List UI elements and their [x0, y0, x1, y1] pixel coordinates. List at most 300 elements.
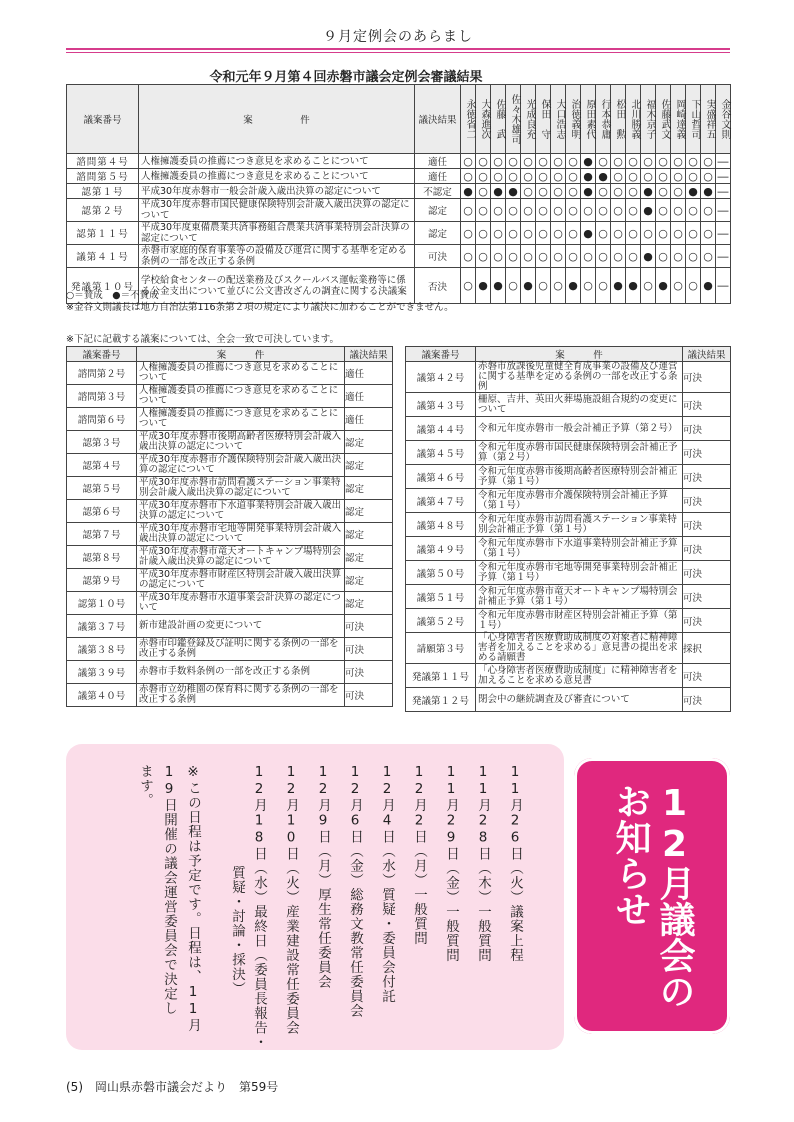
bill-title: 学校給食センターの配送業務及びスクールバス運転業務等に係る公金支出について並びに公文書改ざんの調査に関する決議案 — [139, 268, 415, 304]
member-header: 保田 守 — [536, 85, 551, 154]
vote-mark: ○ — [491, 169, 506, 184]
bill-result: 適任 — [415, 169, 461, 184]
vote-mark: ○ — [671, 184, 686, 199]
bill-title: 平成30年度赤磐市下水道事業特別会計歳入歳出決算の認定について — [137, 500, 345, 523]
vote-mark: ○ — [626, 169, 641, 184]
bill-result: 認定 — [345, 592, 393, 615]
vote-mark: ○ — [551, 199, 566, 222]
bill-title: 平成30年度赤磐市竜天オートキャンプ場特別会計歳入歳出決算の認定について — [137, 546, 345, 569]
bill-result: 可決 — [683, 585, 731, 609]
vote-mark: ○ — [521, 169, 536, 184]
bill-row — [406, 633, 731, 664]
member-header: 行本恭庸 — [596, 85, 611, 154]
member-header: 金谷文則 — [716, 85, 731, 154]
vote-mark: ○ — [596, 199, 611, 222]
vote-mark: ○ — [671, 268, 686, 304]
vote-mark: ● — [641, 184, 656, 199]
bill-result: 不認定 — [415, 184, 461, 199]
vote-mark: ○ — [581, 199, 596, 222]
vote-mark: ○ — [626, 199, 641, 222]
member-header: 北川勝義 — [626, 85, 641, 154]
vote-mark: ● — [596, 169, 611, 184]
bill-result: 可決 — [683, 609, 731, 633]
vote-mark: ○ — [701, 199, 716, 222]
bill-result: 認定 — [345, 431, 393, 454]
bill-result: 可決 — [683, 393, 731, 417]
col-header-case: 案 件 — [139, 85, 415, 154]
vote-mark: ○ — [566, 169, 581, 184]
bill-result: 可決 — [683, 561, 731, 585]
schedule-item: 12月2日（月）一般質問 — [411, 764, 427, 946]
vote-mark: ○ — [521, 199, 536, 222]
header-rule-bottom — [66, 52, 730, 53]
vote-mark: ● — [626, 268, 641, 304]
vote-mark: ○ — [536, 199, 551, 222]
bill-row — [406, 417, 731, 441]
bill-row — [406, 393, 731, 417]
bill-number: 諮問第５号 — [67, 169, 139, 184]
bill-number: 認第９号 — [67, 569, 137, 592]
bill-result: 可決 — [345, 638, 393, 661]
bill-number: 議第４０号 — [67, 684, 137, 707]
vote-mark: ○ — [476, 169, 491, 184]
badge-label: 12月議会の お知らせ — [610, 783, 695, 1009]
vote-mark: ○ — [686, 222, 701, 245]
vote-mark: ○ — [626, 184, 641, 199]
page-footer: (5) 岡山県赤磐市議会だより 第59号 — [66, 1080, 279, 1094]
schedule-item: 12月10日（火）産業建設常任委員会 — [283, 764, 299, 1035]
unanimous-table-left — [66, 346, 393, 707]
bill-number: 認第２号 — [67, 199, 139, 222]
bill-number: 議第５１号 — [406, 585, 476, 609]
bill-title: 人権擁護委員の推薦につき意見を求めることについて — [139, 169, 415, 184]
bill-result: 可決 — [683, 417, 731, 441]
bill-result: 適任 — [345, 385, 393, 408]
member-header: 佐藤 武 — [491, 85, 506, 154]
bill-title: 平成30年度赤磐市訪問看護ステーション事業特別会計歳入歳出決算の認定について — [137, 477, 345, 500]
december-session-badge — [574, 758, 730, 1034]
col-header-case: 案 件 — [137, 347, 345, 362]
vote-mark: ○ — [656, 169, 671, 184]
vote-mark: ― — [716, 245, 731, 268]
bill-title: 赤磐市印鑑登録及び証明に関する条例の一部を改正する条例 — [137, 638, 345, 661]
member-header: 大口浩志 — [551, 85, 566, 154]
bill-row — [67, 592, 393, 615]
vote-mark: ● — [506, 184, 521, 199]
bill-number: 議第３７号 — [67, 615, 137, 638]
vote-mark: ○ — [476, 245, 491, 268]
vote-mark: ○ — [581, 245, 596, 268]
schedule-note: ※この日程は予定です。日程は、11月 — [185, 764, 201, 1033]
bill-result: 可決 — [683, 362, 731, 393]
bill-row — [67, 684, 393, 707]
bill-title: 令和元年度赤磐市国民健康保険特別会計補正予算（第２号） — [476, 441, 683, 465]
bill-number: 諮問第６号 — [67, 408, 137, 431]
bill-number: 認第７号 — [67, 523, 137, 546]
bill-result: 認定 — [415, 222, 461, 245]
vote-mark: ○ — [536, 268, 551, 304]
bill-number: 議第４３号 — [406, 393, 476, 417]
vote-mark: ○ — [626, 245, 641, 268]
vote-row — [67, 154, 731, 169]
vote-mark: ○ — [551, 222, 566, 245]
bill-number: 議第３９号 — [67, 661, 137, 684]
bill-number: 認第１号 — [67, 184, 139, 199]
member-header: 福木京子 — [641, 85, 656, 154]
vote-mark: ○ — [461, 169, 476, 184]
bill-number: 認第８号 — [67, 546, 137, 569]
vote-mark: ● — [701, 184, 716, 199]
vote-mark: ○ — [686, 169, 701, 184]
col-header-case: 案 件 — [476, 347, 683, 362]
bill-result: 可決 — [683, 441, 731, 465]
bill-row — [67, 362, 393, 385]
vote-mark: ○ — [656, 184, 671, 199]
vote-mark: ○ — [536, 222, 551, 245]
bill-row — [67, 638, 393, 661]
bill-result: 可決 — [683, 664, 731, 688]
member-header: 岡崎達義 — [671, 85, 686, 154]
vote-mark: ○ — [701, 222, 716, 245]
bill-number: 諮問第３号 — [67, 385, 137, 408]
bill-title: 「心身障害者医療費助成制度」に精神障害者を加えることを求める意見書 — [476, 664, 683, 688]
vote-mark: ○ — [626, 222, 641, 245]
bill-row — [406, 688, 731, 712]
bill-row — [406, 609, 731, 633]
vote-mark: ○ — [491, 154, 506, 169]
unanimous-note: ※下記に記載する議案については、全会一致で可決しています。 — [66, 334, 340, 345]
schedule-item: 12月18日（水）最終日（委員長報告・ — [251, 764, 267, 1050]
bill-result: 可決 — [683, 688, 731, 712]
vote-mark: ○ — [596, 245, 611, 268]
vote-mark: ○ — [656, 154, 671, 169]
bill-number: 議第４７号 — [406, 489, 476, 513]
bill-title: 平成30年度東備農業共済事務組合農業共済事業特別会計決算の認定について — [139, 222, 415, 245]
bill-row — [406, 561, 731, 585]
vote-legend: ○＝賛成 ●＝不賛成 — [66, 290, 159, 301]
vote-mark: ○ — [551, 154, 566, 169]
bill-number: 発議第１０号 — [67, 268, 139, 304]
vote-mark: ○ — [506, 199, 521, 222]
vote-mark: ● — [521, 268, 536, 304]
bill-number: 議第４９号 — [406, 537, 476, 561]
member-header: 佐々木雄司 — [506, 85, 521, 154]
vote-mark: ― — [717, 154, 729, 168]
vote-mark: ○ — [581, 268, 596, 304]
vote-mark: ○ — [491, 199, 506, 222]
vote-mark: ○ — [596, 222, 611, 245]
bill-result: 適任 — [415, 154, 461, 169]
vote-mark: ○ — [491, 222, 506, 245]
vote-mark: ○ — [641, 154, 656, 169]
vote-mark: ○ — [671, 245, 686, 268]
vote-mark: ○ — [641, 222, 656, 245]
schedule-item: 11月28日（木）一般質問 — [475, 764, 491, 963]
vote-mark: ○ — [611, 154, 626, 169]
bill-number: 議第４８号 — [406, 513, 476, 537]
bill-row — [406, 537, 731, 561]
vote-mark: ○ — [671, 154, 686, 169]
vote-row — [67, 245, 731, 268]
vote-mark: ○ — [551, 169, 566, 184]
bill-result: 認定 — [345, 546, 393, 569]
vote-mark: ● — [611, 268, 626, 304]
col-header-result: 議決結果 — [683, 347, 731, 362]
member-header: 松田 勲 — [611, 85, 626, 154]
bill-number: 認第４号 — [67, 454, 137, 477]
vote-mark: ○ — [536, 169, 551, 184]
vote-mark: ○ — [626, 154, 641, 169]
schedule-item: 12月4日（水）質疑・委員会付託 — [379, 764, 395, 1004]
col-header-result: 議決結果 — [415, 85, 461, 154]
col-header-number: 議案番号 — [67, 347, 137, 362]
vote-mark: ― — [716, 199, 731, 222]
vote-mark: ○ — [566, 222, 581, 245]
vote-row — [67, 169, 731, 184]
bill-row — [67, 500, 393, 523]
vote-mark: ○ — [566, 184, 581, 199]
bill-row — [406, 362, 731, 393]
bill-result: 採択 — [683, 633, 731, 664]
bill-title: 令和元年度赤磐市宅地等開発事業特別会計補正予算（第１号） — [476, 561, 683, 585]
vote-mark: ○ — [566, 199, 581, 222]
vote-mark: ○ — [551, 268, 566, 304]
bill-number: 議第４６号 — [406, 465, 476, 489]
bill-title: 令和元年度赤磐市訪問看護ステーション事業特別会計補正予算（第１号） — [476, 513, 683, 537]
bill-number: 認第１０号 — [67, 592, 137, 615]
vote-mark: ○ — [536, 245, 551, 268]
vote-mark: ○ — [641, 169, 656, 184]
bill-number: 発議第１２号 — [406, 688, 476, 712]
vote-mark: ○ — [506, 154, 521, 169]
schedule-item: 11月29日（金）一般質問 — [443, 764, 459, 963]
schedule-note: 19日開催の議会運営委員会で決定し — [161, 764, 177, 1016]
bill-title: 令和元年度赤磐市後期高齢者医療特別会計補正予算（第１号） — [476, 465, 683, 489]
vote-mark: ― — [717, 169, 729, 183]
bill-row — [406, 664, 731, 688]
bill-number: 諮問第２号 — [67, 362, 137, 385]
bill-title: 平成30年度赤磐市後期高齢者医療特別会計歳入歳出決算の認定について — [137, 431, 345, 454]
vote-row — [67, 222, 731, 245]
bill-title: 令和元年度赤磐市竜天オートキャンプ場特別会計補正予算（第１号） — [476, 585, 683, 609]
bill-number: 議第４２号 — [406, 362, 476, 393]
vote-mark: ○ — [461, 245, 476, 268]
bill-row — [67, 477, 393, 500]
bill-title: 「心身障害者医療費助成制度の対象者に精神障害者を加えることを求める」意見書の提出を求める請願書 — [476, 633, 683, 664]
col-header-result: 議決結果 — [345, 347, 393, 362]
unanimous-table-right — [405, 346, 731, 712]
bill-title: 平成30年度赤磐市水道事業会計決算の認定について — [137, 592, 345, 615]
vote-mark: ● — [461, 184, 476, 199]
bill-row — [67, 569, 393, 592]
member-header: 永徳省二 — [461, 85, 476, 154]
bill-title: 新市建設計画の変更について — [137, 615, 345, 638]
vote-mark: ○ — [701, 154, 716, 169]
vote-mark: ● — [491, 184, 506, 199]
vote-mark: ○ — [596, 154, 611, 169]
bill-number: 認第５号 — [67, 477, 137, 500]
vote-mark: ○ — [461, 199, 476, 222]
vote-mark: ○ — [671, 169, 686, 184]
bill-title: 赤磐市手数料条例の一部を改正する条例 — [137, 661, 345, 684]
member-header: 佐藤武文 — [656, 85, 671, 154]
vote-mark: ○ — [701, 245, 716, 268]
vote-mark: ● — [476, 268, 491, 304]
bill-row — [67, 546, 393, 569]
bill-row — [406, 441, 731, 465]
bill-row — [67, 523, 393, 546]
vote-mark: ● — [581, 222, 596, 245]
vote-mark: ● — [566, 268, 581, 304]
bill-title: 人権擁護委員の推薦につき意見を求めることについて — [137, 385, 345, 408]
vote-row — [67, 184, 731, 199]
vote-mark: ● — [656, 268, 671, 304]
vote-mark: ○ — [656, 199, 671, 222]
bill-result: 認定 — [345, 523, 393, 546]
vote-mark: ○ — [641, 268, 656, 304]
bill-title: 平成30年度赤磐市宅地等開発事業特別会計歳入歳出決算の認定について — [137, 523, 345, 546]
vote-mark: ○ — [686, 154, 701, 169]
bill-title: 令和元年度赤磐市一般会計補正予算（第２号） — [476, 417, 683, 441]
bill-number: 議第４４号 — [406, 417, 476, 441]
vote-mark: ○ — [611, 245, 626, 268]
bill-title: 人権擁護委員の推薦につき意見を求めることについて — [137, 362, 345, 385]
vote-mark: ○ — [686, 268, 701, 304]
page-header-title: ９月定例会のあらまし — [323, 29, 473, 45]
bill-result: 可決 — [415, 245, 461, 268]
bill-row — [406, 513, 731, 537]
schedule-item: 質疑・討論・採決） — [229, 764, 245, 996]
vote-mark: ○ — [476, 154, 491, 169]
vote-mark: ○ — [611, 199, 626, 222]
vote-mark: ○ — [671, 199, 686, 222]
bill-title: 人権擁護委員の推薦につき意見を求めることについて — [137, 408, 345, 431]
bill-title: 平成30年度赤磐市介護保険特別会計歳入歳出決算の認定について — [137, 454, 345, 477]
bill-result: 可決 — [683, 513, 731, 537]
bill-number: 認第３号 — [67, 431, 137, 454]
vote-mark: ● — [491, 268, 506, 304]
bill-number: 議第４５号 — [406, 441, 476, 465]
vote-mark: ― — [716, 268, 731, 304]
vote-mark: ○ — [461, 268, 476, 304]
bill-result: 認定 — [415, 199, 461, 222]
bill-title: 赤磐市立幼稚園の保育料に関する条例の一部を改正する条例 — [137, 684, 345, 707]
member-header: 大森進次 — [476, 85, 491, 154]
vote-mark: ○ — [686, 199, 701, 222]
bill-title: 柵原、吉井、英田火葬場施設組合規約の変更について — [476, 393, 683, 417]
vote-mark: ● — [686, 184, 701, 199]
bill-number: 請願第３号 — [406, 633, 476, 664]
vote-mark: ○ — [536, 184, 551, 199]
vote-mark: ○ — [611, 184, 626, 199]
vote-mark: ○ — [596, 268, 611, 304]
vote-mark: ○ — [596, 184, 611, 199]
schedule-item: 11月26日（火）議案上程 — [507, 764, 523, 963]
vote-mark: ○ — [461, 154, 476, 169]
vote-mark: ○ — [611, 222, 626, 245]
bill-row — [67, 661, 393, 684]
schedule-item: 12月6日（金）総務文教常任委員会 — [347, 764, 363, 1018]
bill-title: 赤磐市放課後児童健全育成事業の設備及び運営に関する基準を定める条例の一部を改正する条例 — [476, 362, 683, 393]
bill-number: 認第１１号 — [67, 222, 139, 245]
bill-row — [406, 489, 731, 513]
bill-title: 赤磐市家庭的保育事業等の設備及び運営に関する基準を定める条例の一部を改正する条例 — [139, 245, 415, 268]
vote-mark: ― — [717, 184, 729, 198]
bill-number: 発議第１１号 — [406, 664, 476, 688]
bill-result: 可決 — [345, 661, 393, 684]
bill-result: 認定 — [345, 569, 393, 592]
bill-row — [67, 454, 393, 477]
vote-mark: ○ — [521, 184, 536, 199]
vote-mark: ○ — [701, 169, 716, 184]
bill-row — [406, 585, 731, 609]
vote-mark: ● — [581, 184, 596, 199]
bill-row — [406, 465, 731, 489]
vote-mark: ● — [641, 199, 656, 222]
vote-mark: ― — [716, 222, 731, 245]
bill-title: 平成30年度赤磐市財産区特別会計歳入歳出決算の認定について — [137, 569, 345, 592]
member-header: 治徳義明 — [566, 85, 581, 154]
vote-mark: ○ — [611, 169, 626, 184]
bill-row — [67, 615, 393, 638]
col-header-number: 議案番号 — [67, 85, 139, 154]
bill-number: 議第５０号 — [406, 561, 476, 585]
vote-mark: ○ — [656, 245, 671, 268]
vote-mark: ○ — [491, 245, 506, 268]
bill-number: 議第３８号 — [67, 638, 137, 661]
header-rule-top — [66, 48, 730, 50]
member-header: 原田素代 — [581, 85, 596, 154]
bill-row — [67, 431, 393, 454]
vote-mark: ○ — [476, 199, 491, 222]
bill-title: 人権擁護委員の推薦につき意見を求めることについて — [139, 154, 415, 169]
vote-mark: ○ — [536, 154, 551, 169]
vote-mark: ○ — [506, 268, 521, 304]
bill-title: 平成30年度赤磐市一般会計歳入歳出決算の認定について — [139, 184, 415, 199]
bill-result: 可決 — [683, 465, 731, 489]
bill-row — [67, 385, 393, 408]
bill-title: 令和元年度赤磐市下水道事業特別会計補正予算（第１号） — [476, 537, 683, 561]
bill-row — [67, 408, 393, 431]
bill-title: 閉会中の継続調査及び審査について — [476, 688, 683, 712]
bill-number: 諮問第４号 — [67, 154, 139, 169]
bill-result: 可決 — [683, 489, 731, 513]
bill-title: 令和元年度赤磐市介護保険特別会計補正予算（第１号） — [476, 489, 683, 513]
chair-note: ※金谷文則議長は地方自治法第116条第２項の規定により議決に加わることができません。 — [66, 302, 454, 313]
vote-row — [67, 199, 731, 222]
bill-result: 可決 — [683, 537, 731, 561]
vote-mark: ○ — [671, 222, 686, 245]
vote-mark: ● — [581, 154, 596, 169]
bill-number: 認第６号 — [67, 500, 137, 523]
bill-number: 議第４１号 — [67, 245, 139, 268]
vote-mark: ○ — [506, 245, 521, 268]
bill-result: 適任 — [345, 408, 393, 431]
vote-mark: ● — [581, 169, 596, 184]
vote-mark: ○ — [686, 245, 701, 268]
bill-title: 平成30年度赤磐市国民健康保険特別会計歳入歳出決算の認定について — [139, 199, 415, 222]
vote-mark: ○ — [476, 184, 491, 199]
vote-mark: ○ — [521, 222, 536, 245]
vote-mark: ○ — [656, 222, 671, 245]
member-header: 光成良充 — [521, 85, 536, 154]
bill-result: 否決 — [415, 268, 461, 304]
vote-mark: ○ — [521, 154, 536, 169]
vote-mark: ○ — [566, 245, 581, 268]
main-table-title: 令和元年９月第４回赤磐市議会定例会審議結果 — [209, 70, 483, 85]
vote-results-table — [66, 84, 731, 304]
schedule-item: 12月9日（月）厚生常任委員会 — [315, 764, 331, 989]
